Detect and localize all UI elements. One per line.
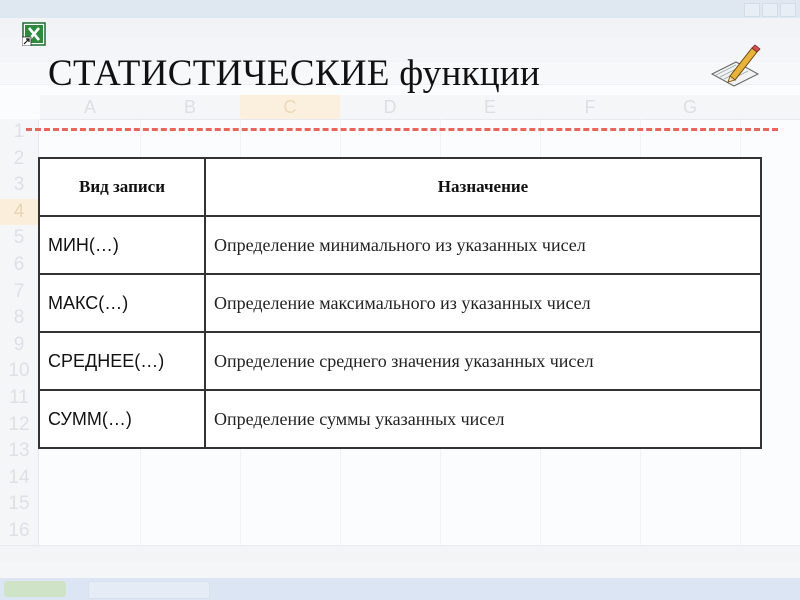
window-titlebar — [0, 0, 800, 19]
purpose-cell: Определение среднего значения указанных чисел — [205, 332, 761, 390]
column-header[interactable]: A — [83, 97, 96, 117]
row-header[interactable]: 6 — [13, 254, 25, 275]
slide-title: СТАТИСТИЧЕСКИЕ функции — [48, 53, 541, 94]
row-header[interactable]: 11 — [9, 387, 29, 408]
row-header[interactable]: 14 — [8, 466, 30, 488]
taskbar — [0, 578, 800, 600]
column-header[interactable]: D — [383, 97, 397, 117]
dashed-divider — [26, 128, 778, 131]
purpose-cell: Определение минимального из указанных чисел — [205, 216, 761, 274]
row-header[interactable]: 13 — [8, 440, 30, 462]
column-header[interactable]: C — [283, 97, 297, 117]
column-header[interactable]: B — [183, 97, 196, 117]
header-purpose: Назначение — [205, 158, 761, 216]
row-header[interactable]: 15 — [8, 493, 30, 515]
functions-table — [38, 157, 762, 449]
purpose-cell: Определение максимального из указанных чисел — [205, 274, 761, 332]
table-header-row — [39, 158, 761, 216]
row-header[interactable]: 2 — [13, 147, 25, 169]
status-bar — [0, 561, 800, 578]
row-header[interactable]: 16 — [8, 520, 30, 541]
column-header[interactable]: G — [682, 97, 697, 117]
row-header[interactable]: 12 — [8, 413, 30, 435]
table-row — [39, 390, 761, 448]
row-header[interactable]: 7 — [13, 280, 25, 302]
column-header[interactable]: E — [483, 97, 496, 117]
syntax-cell: МИН(…) — [39, 216, 205, 274]
excel-icon — [22, 22, 46, 46]
start-button[interactable] — [4, 581, 66, 597]
row-header[interactable]: 3 — [13, 174, 25, 196]
sheet-tabs — [0, 545, 800, 562]
row-header[interactable]: 8 — [13, 307, 25, 329]
row-header[interactable]: 10 — [8, 360, 30, 382]
syntax-cell: СРЕДНЕЕ(…) — [39, 332, 205, 390]
close-button[interactable] — [780, 3, 796, 17]
header-syntax: Вид записи — [39, 158, 205, 216]
table-row — [39, 332, 761, 390]
maximize-button[interactable] — [762, 3, 778, 17]
row-header[interactable]: 9 — [13, 333, 25, 355]
column-headers — [40, 95, 800, 120]
table-row — [39, 274, 761, 332]
syntax-cell: СУММ(…) — [39, 390, 205, 448]
row-header[interactable]: 4 — [0, 199, 38, 226]
row-header[interactable]: 1 — [13, 121, 25, 142]
pencil-paper-icon — [708, 44, 762, 88]
taskbar-item[interactable] — [88, 581, 210, 599]
menu-bar — [0, 18, 800, 39]
row-header[interactable]: 5 — [13, 227, 25, 249]
column-header[interactable]: F — [584, 97, 596, 117]
row-headers — [0, 119, 39, 549]
table-row — [39, 216, 761, 274]
purpose-cell: Определение суммы указанных чисел — [205, 390, 761, 448]
syntax-cell: МАКС(…) — [39, 274, 205, 332]
minimize-button[interactable] — [744, 3, 760, 17]
